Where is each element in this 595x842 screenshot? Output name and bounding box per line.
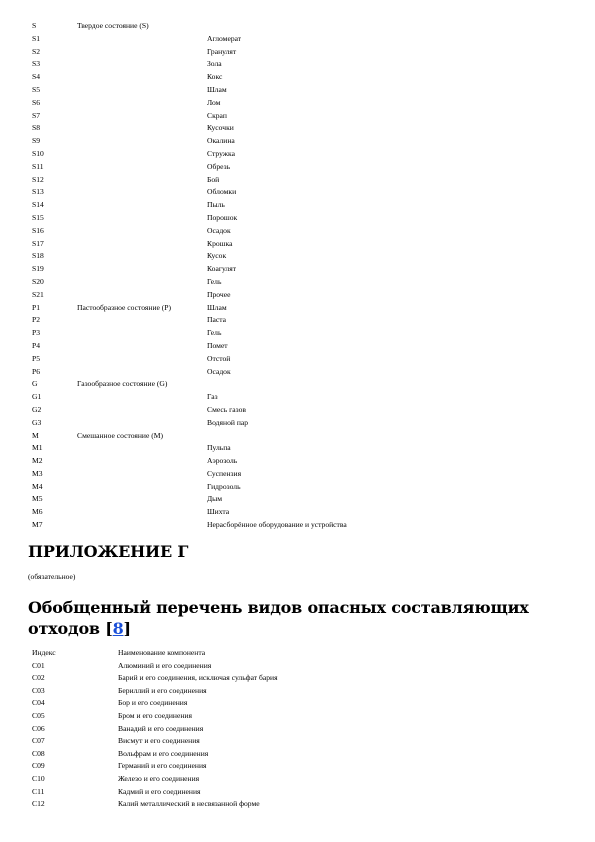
code-cell: S1: [32, 33, 41, 43]
code-cell: S13: [32, 187, 44, 197]
table-row: [32, 391, 572, 404]
table-row: [32, 186, 572, 199]
name-cell: Порошок: [207, 212, 238, 222]
code-cell: M: [32, 430, 39, 440]
code-cell: P2: [32, 315, 41, 325]
code-cell: S5: [32, 84, 41, 94]
code-cell: S2: [32, 46, 41, 56]
appendix-note: (обязательное): [28, 572, 76, 581]
table-row: [32, 33, 572, 46]
code-cell: P4: [32, 340, 41, 350]
table-row: [32, 455, 572, 468]
table-row: [32, 122, 572, 135]
name-cell: Шлам: [207, 302, 227, 312]
component-cell: Бор и его соединения: [118, 698, 188, 708]
table-row: [32, 148, 572, 161]
code-cell: S16: [32, 225, 44, 235]
name-cell: Газ: [207, 392, 218, 402]
name-cell: Смесь газов: [207, 404, 246, 414]
table-row: [32, 20, 572, 33]
table-row: [32, 417, 572, 430]
table-row: [32, 378, 572, 391]
code-cell: S6: [32, 97, 41, 107]
table-row: [32, 442, 572, 455]
name-cell: Водяной пар: [207, 417, 249, 427]
table-row: [32, 289, 572, 302]
table-row: [32, 798, 572, 811]
name-cell: Крошка: [207, 238, 233, 248]
name-cell: Скрап: [207, 110, 227, 120]
table-row: [32, 519, 572, 532]
code-cell: S: [32, 21, 37, 30]
name-cell: Зола: [207, 59, 222, 69]
ref-open-bracket: [: [105, 619, 113, 638]
name-cell: Суспензия: [207, 468, 242, 478]
code-cell: S10: [32, 148, 44, 158]
table-row: [32, 302, 572, 315]
name-cell: Шихта: [207, 507, 230, 517]
states-table: [32, 20, 572, 532]
category-cell: Твердое состояние (S): [77, 21, 149, 30]
component-cell: Вольфрам и его соединения: [118, 748, 209, 758]
table-row: [32, 506, 572, 519]
table-row: [32, 340, 572, 353]
table-row: [32, 481, 572, 494]
table-row: [32, 685, 572, 698]
code-cell: P3: [32, 328, 41, 338]
index-cell: C11: [32, 786, 45, 796]
table-row: [32, 71, 572, 84]
code-cell: S4: [32, 72, 41, 82]
section-title-text: Обобщенный перечень видов опасных составляющих отходов: [28, 598, 529, 638]
table-row: [32, 58, 572, 71]
table-row: [32, 238, 572, 251]
name-cell: Паста: [207, 315, 227, 325]
name-cell: Дым: [207, 494, 223, 504]
table-row: [32, 723, 572, 736]
category-cell: Смешанное состояние (M): [77, 430, 164, 440]
table-row: [32, 97, 572, 110]
code-cell: S14: [32, 200, 44, 210]
table-row: [32, 84, 572, 97]
table-row: [32, 225, 572, 238]
code-cell: M5: [32, 494, 43, 504]
appendix-title: ПРИЛОЖЕНИЕ Г: [28, 542, 189, 561]
table-row: [32, 366, 572, 379]
code-cell: S19: [32, 264, 44, 274]
table-header: [32, 647, 572, 660]
index-cell: C05: [32, 710, 45, 720]
component-header: Наименование компонента: [118, 648, 206, 657]
component-cell: Бериллий и его соединения: [118, 685, 207, 695]
name-cell: Прочее: [207, 289, 231, 299]
index-cell: C09: [32, 761, 45, 771]
code-cell: S18: [32, 251, 44, 261]
table-row: [32, 174, 572, 187]
name-cell: Обрезь: [207, 161, 231, 171]
table-row: [32, 250, 572, 263]
code-cell: S9: [32, 136, 41, 146]
table-row: [32, 430, 572, 443]
table-row: [32, 212, 572, 225]
code-cell: S3: [32, 59, 41, 69]
table-row: [32, 263, 572, 276]
table-row: [32, 314, 572, 327]
index-cell: C03: [32, 685, 45, 695]
table-row: [32, 468, 572, 481]
code-cell: M1: [32, 443, 43, 453]
component-cell: Висмут и его соединения: [118, 736, 200, 746]
reference-link[interactable]: 8: [112, 619, 124, 638]
index-cell: C06: [32, 723, 45, 733]
components-table: [32, 647, 572, 811]
table-row: [32, 404, 572, 417]
name-cell: Нерасборённое оборудование и устройства: [207, 520, 347, 530]
table-row: [32, 773, 572, 786]
code-cell: M3: [32, 468, 43, 478]
name-cell: Аэрозоль: [207, 456, 238, 466]
component-cell: Калий металлический в несвязанной форме: [118, 799, 260, 809]
name-cell: Гель: [207, 328, 222, 338]
name-cell: Кусочки: [207, 123, 234, 133]
component-cell: Ванадий и его соединения: [118, 723, 204, 733]
index-header: Индекс: [32, 648, 56, 657]
ref-close-bracket: ]: [123, 619, 131, 638]
table-row: [32, 199, 572, 212]
index-cell: C04: [32, 698, 45, 708]
name-cell: Окалина: [207, 136, 235, 146]
component-cell: Бром и его соединения: [118, 710, 192, 720]
table-row: [32, 710, 572, 723]
index-cell: C02: [32, 673, 45, 683]
code-cell: M7: [32, 520, 43, 530]
code-cell: G2: [32, 404, 42, 414]
code-cell: G1: [32, 392, 42, 402]
name-cell: Гидрозоль: [207, 481, 241, 491]
table-row: [32, 46, 572, 59]
component-cell: Кадмий и его соединения: [118, 786, 201, 796]
name-cell: Осадок: [207, 225, 231, 235]
name-cell: Отстой: [207, 353, 231, 363]
table-row: [32, 748, 572, 761]
index-cell: C01: [32, 660, 45, 670]
section-title: [28, 597, 568, 639]
component-cell: Алюминий и его соединения: [118, 660, 212, 670]
table-row: [32, 735, 572, 748]
code-cell: S15: [32, 212, 44, 222]
name-cell: Кусок: [207, 251, 227, 261]
name-cell: Шлам: [207, 84, 227, 94]
name-cell: Пульпа: [207, 443, 231, 453]
code-cell: S21: [32, 289, 44, 299]
code-cell: S11: [32, 161, 44, 171]
code-cell: S12: [32, 174, 44, 184]
name-cell: Коагулят: [207, 264, 237, 274]
code-cell: M6: [32, 507, 43, 517]
name-cell: Обломки: [207, 187, 237, 197]
name-cell: Бой: [207, 174, 220, 184]
index-cell: C08: [32, 748, 45, 758]
code-cell: P1: [32, 302, 41, 312]
index-cell: C07: [32, 736, 45, 746]
code-cell: M2: [32, 456, 43, 466]
table-row: [32, 660, 572, 673]
code-cell: G: [32, 379, 38, 389]
table-row: [32, 135, 572, 148]
table-row: [32, 697, 572, 710]
table-row: [32, 760, 572, 773]
table-row: [32, 161, 572, 174]
code-cell: G3: [32, 417, 42, 427]
name-cell: Кокс: [207, 72, 223, 82]
name-cell: Гранулят: [207, 46, 237, 56]
index-cell: C12: [32, 799, 45, 809]
table-row: [32, 672, 572, 685]
name-cell: Лом: [207, 97, 221, 107]
category-cell: Пастообразное состояние (P): [77, 302, 172, 312]
table-row: [32, 786, 572, 799]
component-cell: Барий и его соединения, исключая сульфат бария: [118, 673, 278, 683]
index-cell: C10: [32, 773, 45, 783]
table-row: [32, 276, 572, 289]
table-row: [32, 353, 572, 366]
table-row: [32, 327, 572, 340]
component-cell: Германий и его соединения: [118, 761, 207, 771]
code-cell: M4: [32, 481, 43, 491]
component-cell: Железо и его соединения: [118, 773, 200, 783]
name-cell: Помет: [207, 340, 228, 350]
code-cell: S17: [32, 238, 44, 248]
name-cell: Гель: [207, 276, 222, 286]
table-row: [32, 110, 572, 123]
name-cell: Осадок: [207, 366, 231, 376]
name-cell: Пыль: [207, 200, 225, 210]
name-cell: Агломерат: [207, 33, 242, 43]
code-cell: P6: [32, 366, 41, 376]
code-cell: S7: [32, 110, 41, 120]
name-cell: Стружка: [207, 148, 235, 158]
code-cell: P5: [32, 353, 41, 363]
code-cell: S20: [32, 276, 44, 286]
category-cell: Газообразное состояние (G): [77, 379, 168, 389]
table-row: [32, 493, 572, 506]
code-cell: S8: [32, 123, 41, 133]
